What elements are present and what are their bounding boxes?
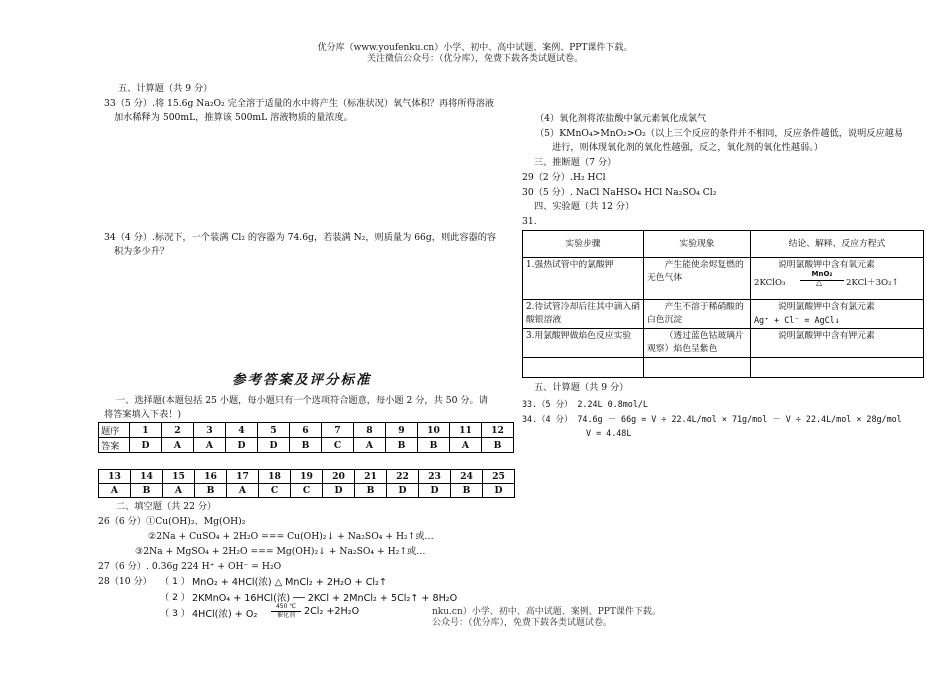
question-number: 24 [451,470,483,484]
answer-table-1-answer-row [99,438,514,453]
experiment-table-header [523,231,924,258]
experiment-row-1 [523,258,924,300]
answer-cell: D [387,484,419,498]
question-number: 20 [323,470,355,484]
answer-table-1-number-row [99,423,514,438]
conclusion-1-equation [754,272,920,288]
question-number: 17 [227,470,259,484]
answer-cell: C [291,484,323,498]
experiment-row-empty [523,358,924,378]
footer-overlay-line-2: 公众号：（优分库），免费下载各类试题试卷。 [432,618,613,628]
answer-cell: D [258,438,290,453]
question-28-equation-3-products: 2Cl₂ +2H₂O [304,606,360,617]
section-2-title: 二、填空题（共 22 分） [116,501,217,512]
answer-cell: A [162,438,194,453]
footer-overlay-line-1: nku.cn）小学、初中、高中试题、案例、PPT课件下载。 [432,607,661,617]
answer-table-2-answer-row [99,484,515,498]
question-28-item-2-index: （ 2 ） [160,592,191,603]
answer-cell: D [226,438,258,453]
question-number: 18 [259,470,291,484]
conclusion-1-text: 说明氯酸钾中含有氧元素 [778,260,875,270]
question-33-line-2: 加水稀释为 500mL，推算该 500mL 溶液物质的量浓度。 [114,112,353,123]
question-number: 8 [354,423,386,438]
answer-34-line-2: V = 4.48L [586,428,632,438]
question-number: 12 [482,423,514,438]
answer-28-part-5-line-1: （5）KMnO₄>MnO₂>O₂（以上三个反应的条件并不相同，反应条件越低，说明反应越易 [535,128,904,139]
question-33-line-1: 33（5 分）.将 15.6g Na₂O₂ 完全溶于适量的水中将产生（标准状况）氧气体积？再将所得溶液 [104,98,495,109]
answer-cell: A [450,438,482,453]
answer-cell: A [194,438,226,453]
section-1-instructions-line-2: 将答案填入下表！) [104,409,182,420]
row-label-number: 题序 [99,423,130,438]
answer-30: 30（5 分）. NaCl NaHSO₄ HCl Na₂SO₄ Cl₂ [522,187,717,198]
conclusion-2-text: 说明氯酸钾中含有氯元素 [778,302,875,312]
question-number: 9 [386,423,418,438]
answer-cell: A [227,484,259,498]
answer-31-label: 31. [522,216,537,227]
answer-cell: A [99,484,131,498]
answer-cell: B [355,484,387,498]
answer-cell: D [419,484,451,498]
step-1: 1.强热试管中的氯酸钾 [523,258,644,300]
question-number: 19 [291,470,323,484]
conclusion-2 [751,300,924,329]
answer-cell: B [451,484,483,498]
question-number: 3 [194,423,226,438]
conclusion-3-text: 说明氯酸钾中含有钾元素 [778,331,875,341]
phenomenon-2: 产生不溶于稀硝酸的白色沉淀 [644,300,751,329]
equation-reactant: 2KClO₃ [754,278,786,288]
equation-products: 2KCl＋3O₂↑ [846,278,899,288]
answer-28-part-5-line-2: 进行，则体现氧化剂的氧化性越强，反之，氧化剂的氧化性越弱。） [552,142,824,153]
header-phenomenon: 实验现象 [644,231,751,258]
answer-cell: B [131,484,163,498]
equation-catalyst: MnO₂ [811,270,833,278]
row-label-answer: 答案 [99,438,130,453]
question-number: 11 [450,423,482,438]
section-5-title: 五、计算题（共 9 分） [118,83,213,94]
question-27: 27（6 分）. 0.36g 224 H⁺ + OH⁻ = H₂O [98,561,282,572]
question-number: 6 [290,423,322,438]
answer-table-2-number-row [99,470,515,484]
answer-cell: D [323,484,355,498]
question-number: 4 [226,423,258,438]
answer-cell: D [130,438,162,453]
question-26-line-3: ③2Na + MgSO₄ + 2H₂O === Mg(OH)₂↓ + Na₂SO₄ + H₂↑或… [135,546,426,557]
conclusion-2-equation: Ag⁺ + Cl⁻ = AgCl↓ [754,315,840,325]
answer-cell: B [290,438,322,453]
question-number: 13 [99,470,131,484]
answer-cell: B [386,438,418,453]
phenomenon-3: （透过蓝色钴玻璃片观察）焰色呈紫色 [644,329,751,358]
phenomenon-1: 产生能使余烬复燃的无色气体 [644,258,751,300]
question-number: 16 [195,470,227,484]
answer-cell: B [195,484,227,498]
answer-29: 29（2 分）.H₂ HCl [522,172,606,183]
empty-cell [644,358,751,378]
experiment-table [522,230,924,378]
header-step: 实验步骤 [523,231,644,258]
section-4-title: 四、实验题（共 12 分） [534,201,635,212]
answer-28-part-4: （4）氧化剂将浓盐酸中氯元素氧化成氯气 [535,113,707,124]
answer-cell: C [322,438,354,453]
answer-key-title: 参考答案及评分标准 [232,372,372,388]
question-26-line-1: 26（6 分）①Cu(OH)₂、Mg(OH)₂ [98,516,246,527]
header-line-1: 优分库（www.youfenku.cn）小学、初中、高中试题、案例、PPT课件下载。 [317,43,633,53]
question-number: 14 [131,470,163,484]
section-1-instructions-line-1: 一、选择题(本题包括 25 小题，每小题只有一个选项符合题意，每小题 2 分，共 50 分。请 [116,395,488,406]
question-34-line-2: 积为多少升？ [114,246,170,257]
question-number: 23 [419,470,451,484]
empty-cell [751,358,924,378]
question-number: 7 [322,423,354,438]
question-34-line-1: 34（4 分）.标况下，一个装满 Cl₂ 的容器为 74.6g，若装满 N₂，则质量为 66g，则此容器的容 [104,232,497,243]
question-28-item-1-index: （ 1 ） [160,576,191,587]
reaction-catalyst: 催化剂 [271,611,301,619]
conclusion-3 [751,329,924,358]
answer-cell: B [418,438,450,453]
right-section-5-title: 五、计算题（共 9 分） [534,382,629,393]
answer-34-line-1: 34.（4 分） 74.6g － 66g = V ÷ 22.4L/mol × 71g/mol － V ÷ 22.4L/mol × 28g/mol [522,414,902,424]
answer-cell: A [163,484,195,498]
section-3-title: 三、推断题（7 分） [534,157,617,168]
question-number: 5 [258,423,290,438]
step-3: 3.用氯酸钾做焰色反应实验 [523,329,644,358]
experiment-row-2 [523,300,924,329]
question-number: 15 [163,470,195,484]
answer-cell: B [482,438,514,453]
answer-cell: C [259,484,291,498]
answer-33: 33.（5 分） 2.24L 0.8mol/L [522,399,648,409]
question-number: 25 [483,470,515,484]
step-2: 2.待试管冷却后往其中滴入硝酸银溶液 [523,300,644,329]
question-26-line-2: ②2Na + CuSO₄ + 2H₂O === Cu(OH)₂↓ + Na₂SO₄ + H₂↑或… [148,531,434,542]
header-line-2: 关注微信公众号：（优分库），免费下载各类试题试卷。 [366,54,583,64]
answer-cell: A [354,438,386,453]
header-conclusion: 结论、解释、反应方程式 [751,231,924,258]
question-number: 1 [130,423,162,438]
question-number: 22 [387,470,419,484]
answer-table-2 [98,469,515,498]
question-28-label: 28（10 分） [98,576,152,587]
question-28-equation-3-reactants: 4HCl(浓) + O₂ [192,609,258,620]
answer-cell: D [483,484,515,498]
question-number: 21 [355,470,387,484]
question-number: 10 [418,423,450,438]
experiment-row-3 [523,329,924,358]
question-number: 2 [162,423,194,438]
question-28-equation-2: 2KMnO₄ + 16HCl(浓) ── 2KCl + 2MnCl₂ + 5Cl₂↑ + 8H₂O [192,593,458,604]
reaction-temperature: 450 ℃ [275,603,297,610]
question-28-equation-3-condition [271,603,301,619]
question-28-item-3-index: （ 3 ） [160,608,191,619]
heating-triangle-icon: △ [816,278,823,287]
question-28-equation-1: MnO₂ + 4HCl(浓) △ MnCl₂ + 2H₂O + Cl₂↑ [192,577,387,588]
conclusion-1 [751,258,924,300]
empty-cell [523,358,644,378]
answer-table-1 [98,422,514,453]
